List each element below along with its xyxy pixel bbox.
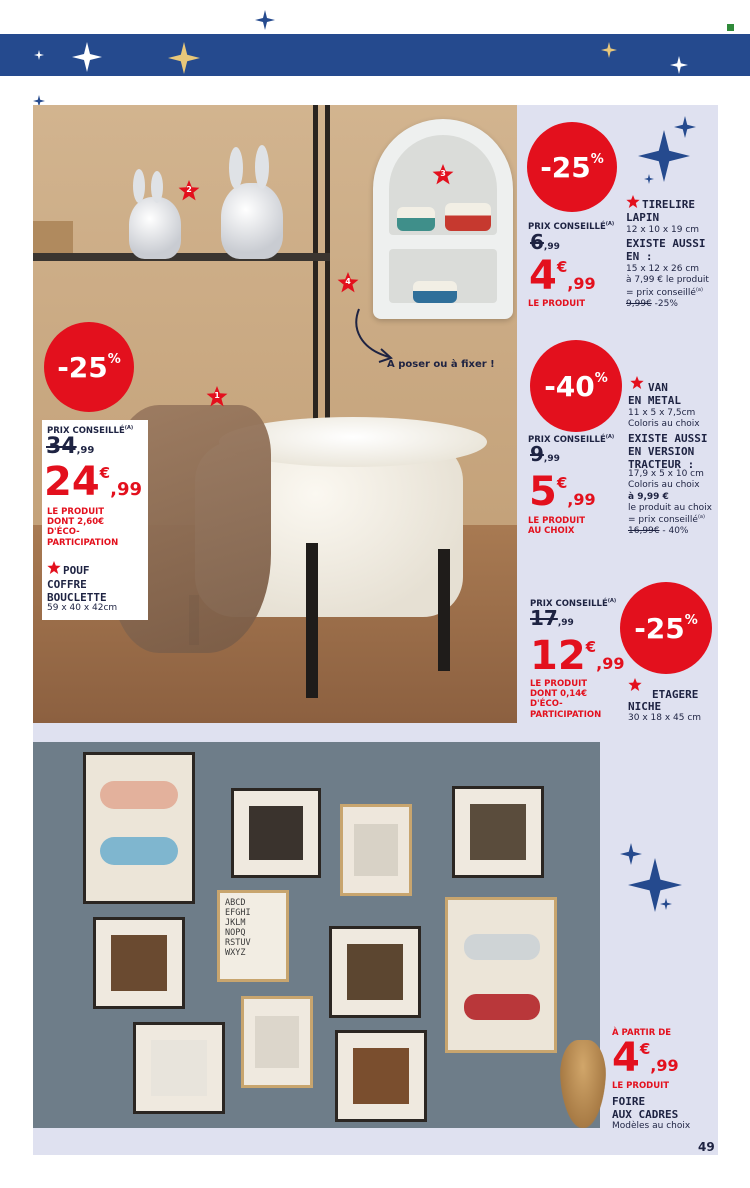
product-title: EN METAL bbox=[628, 394, 681, 407]
sparkle-icon bbox=[670, 56, 688, 74]
frame-panda bbox=[452, 786, 544, 878]
alt-variant: 17,9 x 5 x 10 cm Coloris au choix à 9,99 € le produit au choix = prix conseillé$^{(a)}$ 16,99€ - 40% bbox=[628, 469, 712, 537]
new-price: 4€,99 bbox=[529, 253, 596, 299]
bunny-figurine bbox=[221, 183, 283, 259]
old-price: 17,99 bbox=[530, 606, 574, 630]
frame-dog-spotted bbox=[133, 1022, 225, 1114]
corner-mark bbox=[727, 24, 734, 31]
sparkle-icon bbox=[674, 116, 696, 138]
bunny-ear bbox=[133, 169, 145, 203]
unit-label: LE PRODUIT DONT 0,14€ D'ÉCO- PARTICIPATION bbox=[530, 679, 602, 720]
discount-badge-tirelire: -25 % bbox=[527, 122, 617, 212]
product-dims: 11 x 5 x 7,5cm Coloris au choix bbox=[628, 408, 700, 430]
pouf-leg bbox=[306, 543, 318, 698]
product-title: LAPIN bbox=[626, 211, 660, 224]
product-title: ETAGERE bbox=[652, 688, 699, 701]
unit-label: LE PRODUIT bbox=[612, 1081, 670, 1091]
shelf-post bbox=[325, 105, 330, 420]
toy-van bbox=[445, 203, 491, 231]
car-drawing bbox=[100, 837, 178, 865]
alt-variant: 15 x 12 x 26 cm à 7,99 € le produit = prix conseillé$^{(a)}$ 9,99€ -25% bbox=[626, 264, 709, 309]
new-price: 4€,99 bbox=[612, 1035, 679, 1081]
sparkle-icon bbox=[34, 50, 44, 60]
product-dims: 12 x 10 x 19 cm bbox=[626, 225, 700, 235]
sparkle-icon bbox=[255, 10, 275, 30]
old-price: 9,99 bbox=[530, 442, 560, 466]
discount-badge-pouf: -25 % bbox=[44, 322, 134, 412]
toy-van bbox=[397, 207, 435, 231]
product-title: POUF bbox=[63, 564, 90, 577]
marker-star-icon bbox=[47, 561, 61, 575]
car-drawing bbox=[464, 934, 540, 960]
shelf-post bbox=[313, 105, 318, 420]
frame-lion bbox=[329, 926, 421, 1018]
unit-label: LE PRODUIT bbox=[528, 299, 586, 309]
product-models: Modèles au choix bbox=[612, 1121, 691, 1131]
product-dims: 59 x 40 x 42cm bbox=[47, 603, 118, 613]
car-drawing bbox=[464, 994, 540, 1020]
product-title: NICHE bbox=[628, 700, 662, 713]
frame-dog bbox=[335, 1030, 427, 1122]
also-available: EXISTE AUSSI EN VERSION TRACTEUR : bbox=[628, 432, 708, 472]
alphabet-poster: ABCD EFGHI JKLM NOPQ RSTUV WXYZ bbox=[225, 898, 251, 959]
bunny-ear bbox=[229, 147, 243, 189]
product-title: COFFRE BOUCLETTE bbox=[47, 578, 107, 605]
old-price: 6,99 bbox=[530, 230, 560, 254]
new-price: 24€,99 bbox=[44, 459, 142, 505]
product-title: VAN bbox=[648, 381, 668, 394]
bunny-ear bbox=[151, 171, 163, 203]
marker-number: 1 bbox=[214, 391, 220, 400]
plant-box bbox=[33, 221, 73, 253]
bunny-figurine bbox=[129, 197, 181, 259]
marker-star-icon bbox=[630, 376, 644, 390]
frame-portrait bbox=[231, 788, 321, 878]
marker-number: 4 bbox=[345, 277, 351, 286]
header-banner bbox=[0, 34, 750, 76]
frame-beetle bbox=[241, 996, 313, 1088]
product-title: TIRELIRE bbox=[642, 198, 695, 211]
new-price: 5€,99 bbox=[529, 469, 596, 515]
sparkle-icon bbox=[644, 174, 654, 184]
discount-badge-van: -40 % bbox=[530, 340, 622, 432]
sparkle-icon bbox=[168, 42, 200, 74]
shelf-board bbox=[33, 253, 330, 261]
curved-arrow-icon bbox=[351, 305, 401, 365]
frame-tiger bbox=[93, 917, 185, 1009]
fix-note: A poser ou à fixer ! bbox=[387, 359, 495, 370]
room-photo bbox=[33, 105, 517, 723]
marker-number: 2 bbox=[186, 185, 192, 194]
conseille-label: PRIX $CONSEILLÉ^{(A)}$ bbox=[530, 598, 617, 609]
conseille-label: PRIX $CONSEILLÉ^{(A)}$ bbox=[528, 434, 615, 445]
frame-cars-large bbox=[83, 752, 195, 904]
discount-badge-etagere: -25 % bbox=[620, 582, 712, 674]
conseille-label: PRIX $CONSEILLÉ^{(A)}$ bbox=[47, 425, 134, 436]
pouf-leg bbox=[438, 549, 450, 671]
sparkle-icon bbox=[660, 898, 672, 910]
marker-number: 3 bbox=[440, 169, 446, 178]
page-number: 49 bbox=[698, 1140, 715, 1154]
car-drawing bbox=[100, 781, 178, 809]
unit-label: LE PRODUIT AU CHOIX bbox=[528, 516, 586, 537]
sparkle-icon bbox=[601, 42, 617, 58]
from-label: À PARTIR DE bbox=[612, 1028, 672, 1038]
frame-house bbox=[340, 804, 412, 896]
sparkle-icon bbox=[628, 858, 682, 912]
marker-star-icon bbox=[626, 195, 640, 209]
toy-van bbox=[413, 281, 457, 303]
old-price: 34,99 bbox=[46, 434, 95, 459]
sparkle-icon bbox=[620, 843, 642, 865]
bunny-ear bbox=[255, 145, 269, 189]
also-available: EXISTE AUSSI EN : bbox=[626, 237, 706, 264]
marker-star-icon bbox=[628, 678, 642, 692]
product-title: FOIRE AUX CADRES bbox=[612, 1095, 679, 1122]
frame-alphabet bbox=[217, 890, 289, 982]
new-price: 12€,99 bbox=[530, 633, 625, 679]
frames-photo bbox=[33, 742, 600, 1128]
frame-cars-small bbox=[445, 897, 557, 1053]
product-dims: 30 x 18 x 45 cm bbox=[628, 713, 702, 723]
sparkle-icon bbox=[72, 42, 102, 72]
conseille-label: PRIX $CONSEILLÉ^{(A)}$ bbox=[528, 221, 615, 232]
unit-label: LE PRODUIT DONT 2,60€ D'ÉCO- PARTICIPATION bbox=[47, 507, 119, 548]
dried-grass bbox=[560, 1040, 606, 1128]
